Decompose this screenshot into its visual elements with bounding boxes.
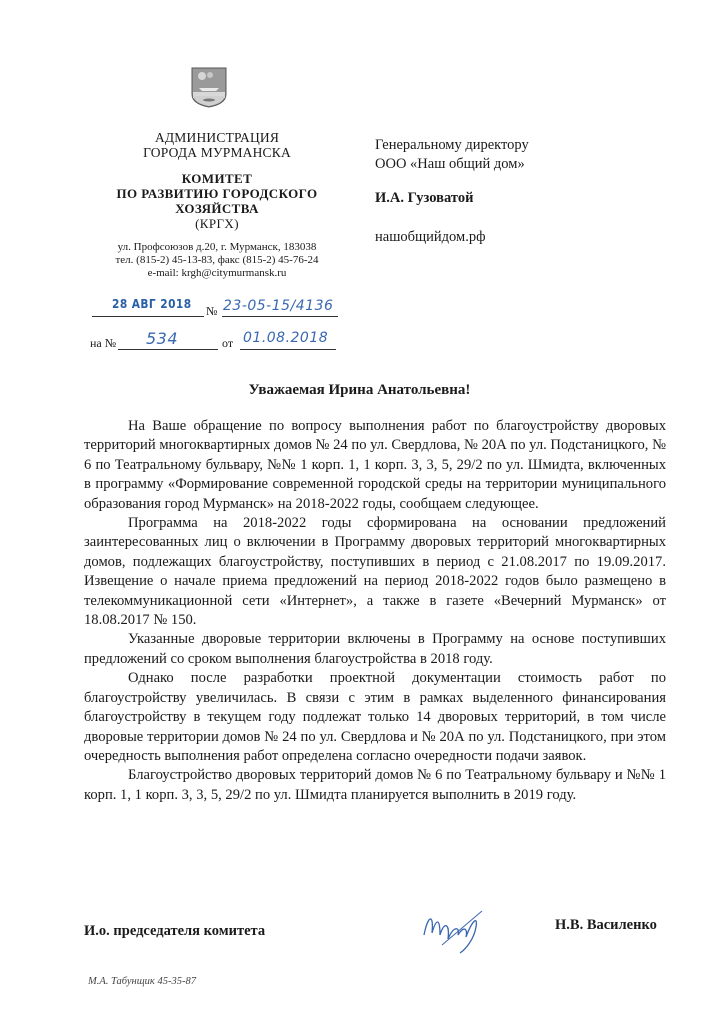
paragraph: Указанные дворовые территории включены в Программу на основе поступивших предложений со сроком выполнения благоустройства в 2018 году. xyxy=(84,631,666,667)
paragraph: Благоустройство дворовых территорий домов № 6 по Театральному бульвару и №№ 1 корп. 1, 1 корп. 3, 3, 5, 29/2 по ул. Шмидта планируется выполнить в 2019 году. xyxy=(84,767,666,803)
committee-header xyxy=(77,171,357,231)
number-label: № xyxy=(206,304,218,318)
handwritten-signature-icon xyxy=(420,905,500,955)
outgoing-number: 23-05-15/4136 xyxy=(223,298,334,314)
paragraph: На Ваше обращение по вопросу выполнения работ по благоустройству дворовых территорий многоквартирных домов № 24 по ул. Свердлова, № 20А по ул. Подстаницкого, № 6 по Театральному бульвару, №№ 1 корп. 1, 1 корп. 3, 3, 5, 29/2 по ул. Шмидта, включенных в программу «Формирование современной городской среды на территории муниципального образования город Мурманск» на 2018-2022 годы, сообщаем следующее. xyxy=(84,418,666,512)
addressee-position: Генеральному директору xyxy=(375,137,529,153)
greeting: Уважаемая Ирина Анатольевна! xyxy=(248,382,471,398)
email: e-mail: krgh@citymurmansk.ru xyxy=(147,267,287,279)
ref-date-underline xyxy=(240,349,336,350)
admin-line-1: АДМИНИСТРАЦИЯ xyxy=(154,130,280,145)
committee-line-3: ХОЗЯЙСТВА xyxy=(175,201,259,216)
contacts-block xyxy=(77,241,357,280)
addressee-company: ООО «Наш общий дом» xyxy=(375,156,525,172)
outgoing-registration xyxy=(92,296,342,320)
ref-number: 534 xyxy=(146,329,179,348)
addressee-website: нашобщийдом.рф xyxy=(375,229,486,245)
committee-line-2: ПО РАЗВИТИЮ ГОРОДСКОГО xyxy=(116,186,318,201)
signatory-name: Н.В. Василенко xyxy=(555,917,657,933)
administration-header xyxy=(77,130,357,160)
coat-of-arms-icon xyxy=(190,66,228,108)
number-underline xyxy=(222,316,338,317)
incoming-reference xyxy=(90,330,340,354)
executor-note: М.А. Табунщик 45-35-87 xyxy=(88,976,196,987)
ref-underline xyxy=(118,349,218,350)
addressee-block xyxy=(375,136,529,247)
letter-body xyxy=(84,417,666,805)
date-stamp: 28 АВГ 2018 xyxy=(112,296,192,311)
signatory-title: И.о. председателя комитета xyxy=(84,923,266,939)
committee-line-1: КОМИТЕТ xyxy=(181,171,253,186)
ref-date: 01.08.2018 xyxy=(243,330,329,346)
addressee-name: И.А. Гузоватой xyxy=(375,190,474,206)
address: ул. Профсоюзов д.20, г. Мурманск, 183038 xyxy=(117,241,317,253)
from-label: от xyxy=(222,336,234,350)
paragraph: Программа на 2018-2022 годы сформирована на основании предложений заинтересованных лиц о включении в Программу дворовых территорий многоквартирных домов, подлежащих благоустройству, поступивших в период с 21.08.2017 по 19.09.2017. Извещение о начале приема предложений на период 2018-2022 годов было размещено в телекоммуникационной сети «Интернет», а также в газете «Вечерний Мурманск» от 18.08.2017 № 150. xyxy=(84,515,666,629)
date-underline xyxy=(92,316,204,317)
committee-abbr: (КРГХ) xyxy=(195,216,239,231)
phone-fax: тел. (815-2) 45-13-83, факс (815-2) 45-76-24 xyxy=(115,254,319,266)
admin-line-2: ГОРОДА МУРМАНСКА xyxy=(143,145,291,160)
paragraph: Однако после разработки проектной документации стоимость работ по благоустройству увеличилась. В связи с этим в рамках выделенного финансирования благоустройству в текущем году подлежат только 14 дворовых территорий, в том числе дворовые территории домов № 24 по ул. Свердлова и № 20А по ул. Подстаницкого, при этом очередность выполнения работ определена согласно очередности подачи заявок. xyxy=(84,670,666,764)
ref-label: на № xyxy=(90,336,117,350)
